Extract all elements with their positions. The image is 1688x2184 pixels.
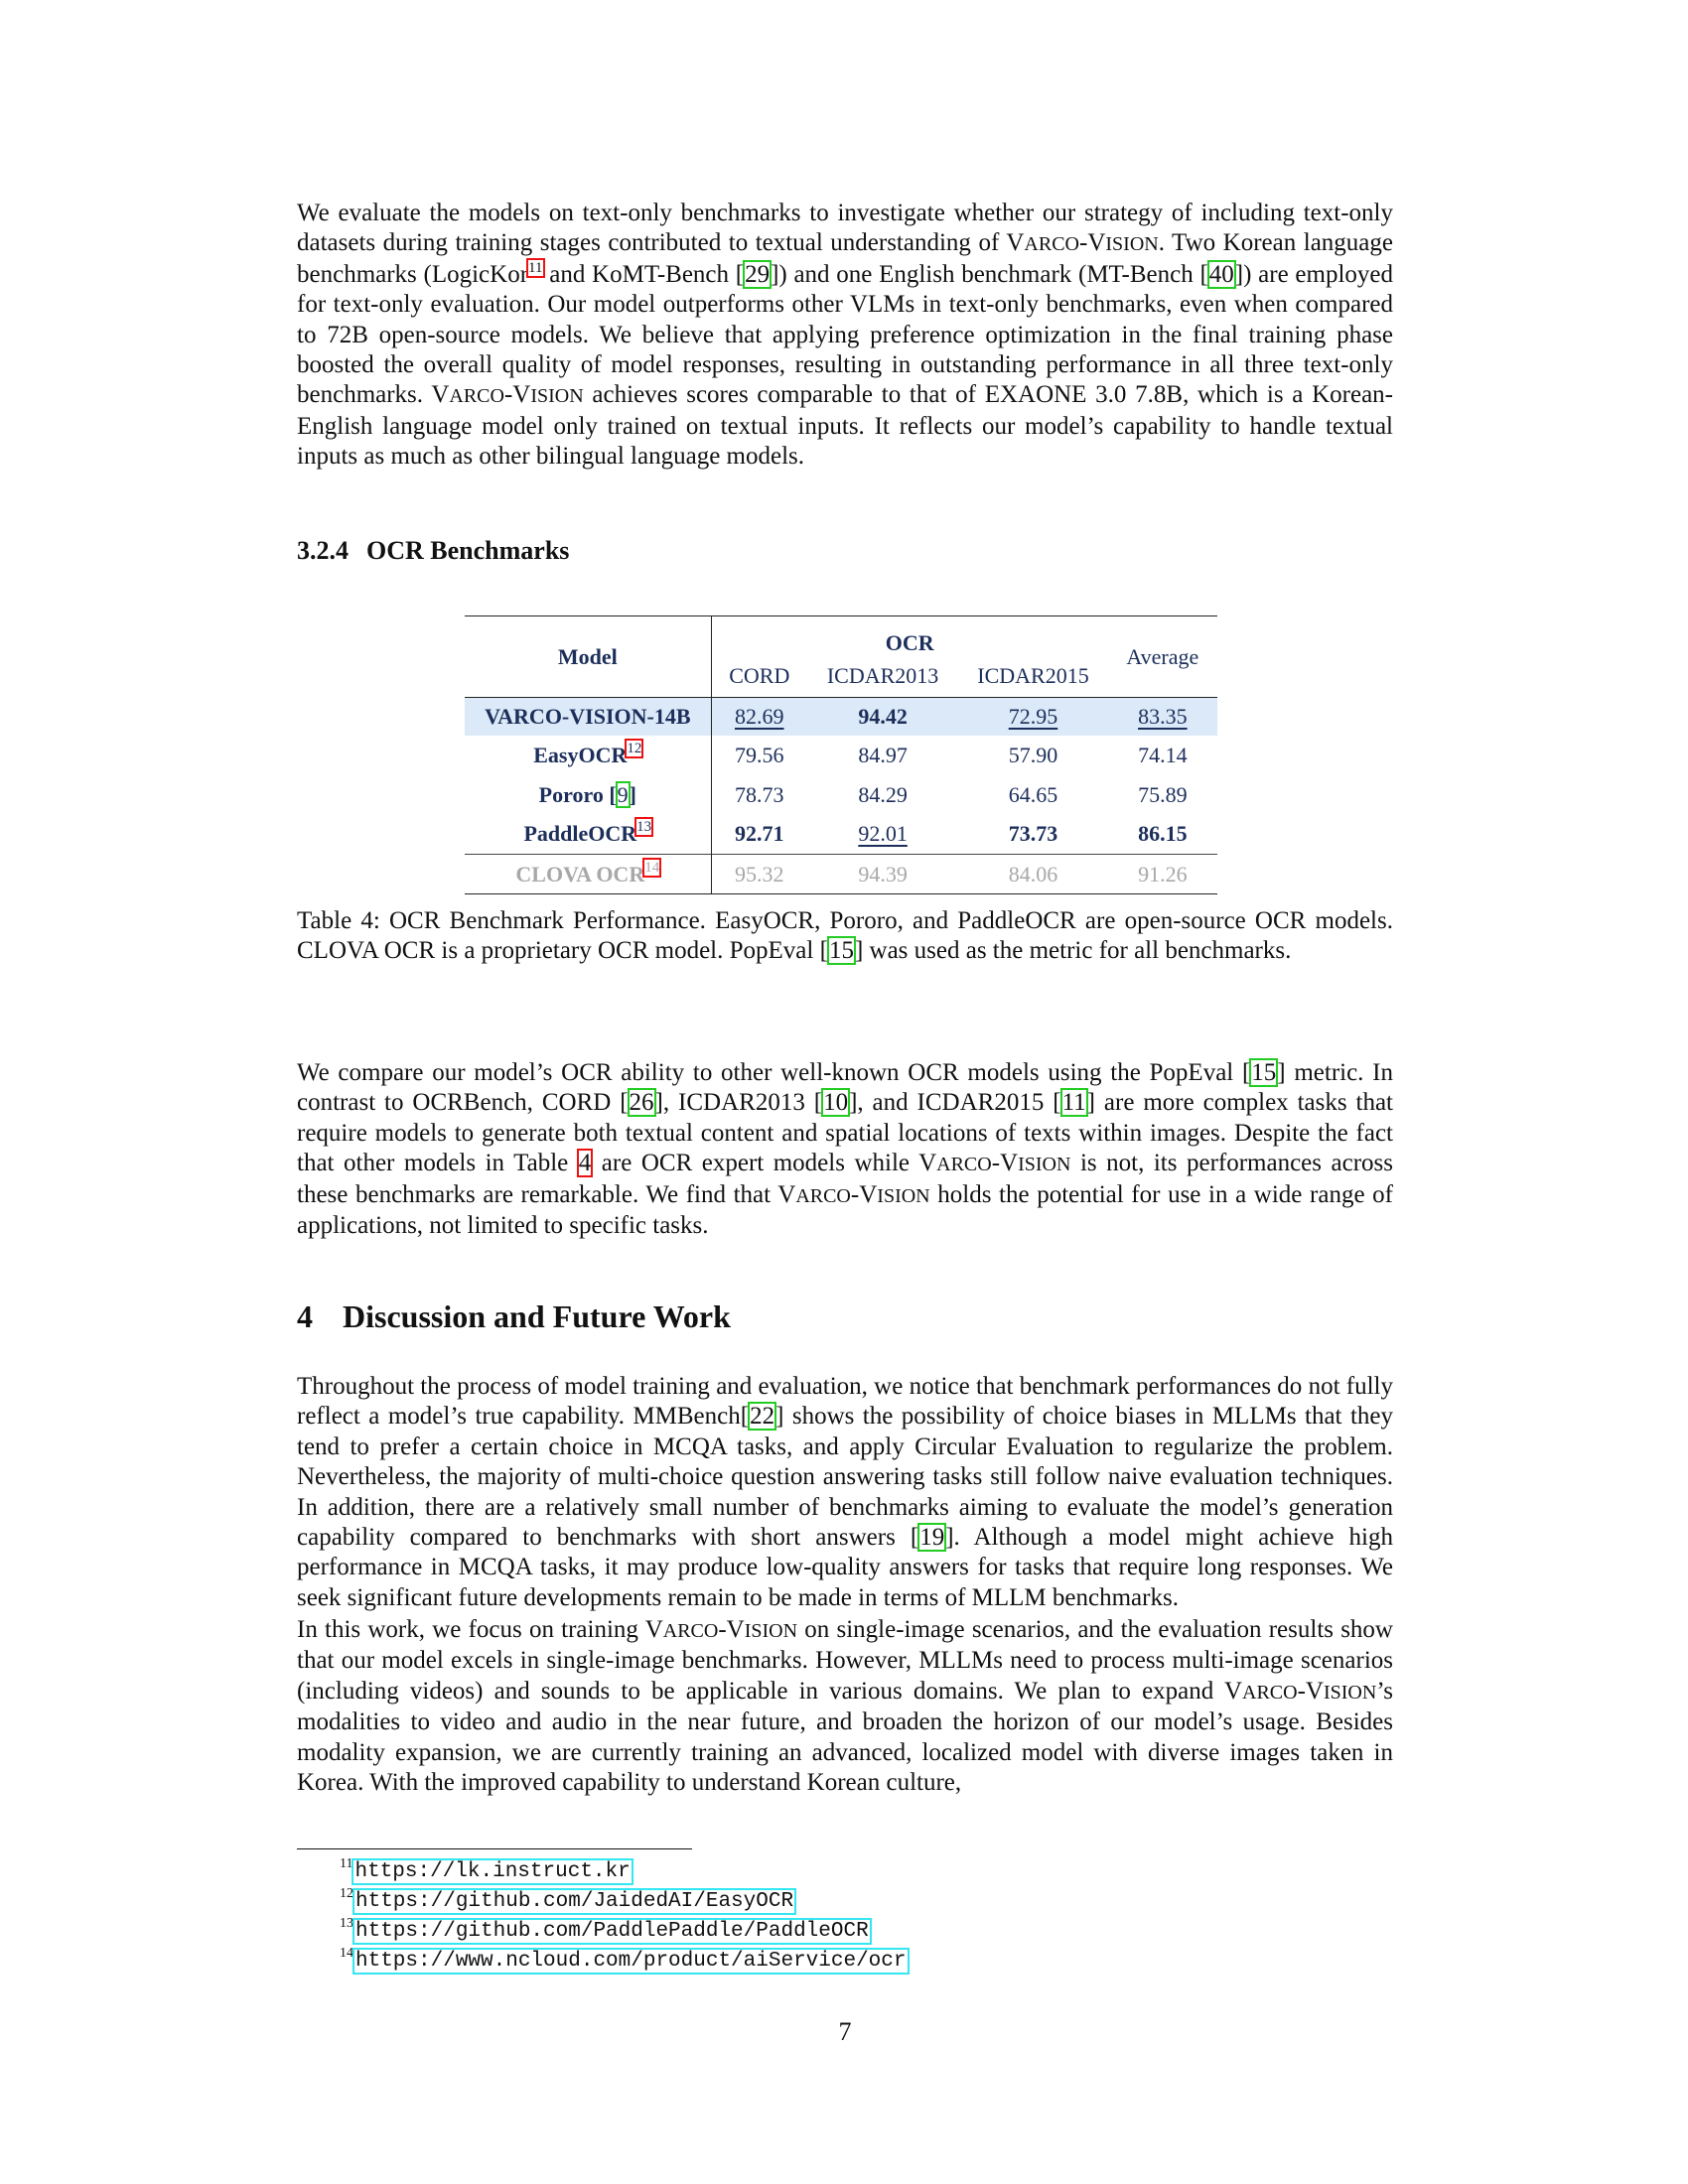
cell-icdar2015: 57.90 (1008, 742, 1058, 767)
page-number: 7 (838, 2017, 852, 2046)
cell-cord: 78.73 (735, 781, 784, 807)
table-row (465, 815, 1217, 855)
model-name: CLOVA OCR$^{14}$ (465, 855, 711, 894)
cell-cord: 82.69 (711, 698, 807, 736)
cell-cord: 92.71 (735, 821, 784, 847)
paragraph-ocr-comparison: We compare our model’s OCR ability to other well-known OCR models using the PopEval [15] metric. In contrast to OCRBench, CORD [26], ICDAR2013 [10], and ICDAR2015 [11] are more complex tasks that require models to generate both textual content and spatial locations of texts within images. Despite the fact that other models in Table 4 are OCR expert models while VARCO-VISION is not, its performances across these benchmarks are remarkable. We find that VARCO-VISION holds the potential for use in a wide range of applications, not limited to specific tasks. (297, 1059, 1393, 1240)
footnote-ref-12[interactable]: 12 (627, 740, 642, 756)
citation-29[interactable]: 29 (745, 260, 771, 288)
footnote-link[interactable]: https://www.ncloud.com/product/aiService/ocr (355, 1950, 907, 1973)
citation-40[interactable]: 40 (1208, 260, 1234, 288)
footnote-number: 11 (340, 1856, 353, 1871)
cell-average: 83.35 (1108, 698, 1217, 736)
table-row (465, 855, 1217, 894)
footnote-item (340, 1914, 908, 1944)
subsection-number: 3.2.4 (297, 536, 349, 565)
varco-vision-name: VARCO-VISION (1223, 1677, 1377, 1705)
varco-vision-name: VARCO-VISION (918, 1150, 1071, 1177)
model-name: VARCO-VISION-14B (465, 698, 711, 736)
footnote-ref-13[interactable]: 13 (636, 819, 652, 836)
footnote-divider (297, 1848, 692, 1849)
subsection-title: OCR Benchmarks (366, 536, 570, 565)
cell-icdar2013: 84.29 (858, 781, 908, 807)
footnote-item (340, 1944, 908, 1974)
footnote-number: 14 (340, 1946, 353, 1961)
cell-icdar2015: 72.95 (958, 698, 1107, 736)
col-header-icdar2013: ICDAR2013 (826, 663, 939, 689)
table-row (465, 775, 1217, 815)
citation-26[interactable]: 26 (629, 1089, 654, 1117)
varco-vision-name: VARCO-VISION (777, 1180, 930, 1208)
subsection-heading (297, 536, 569, 566)
footnote-item (340, 1884, 908, 1914)
model-name: PaddleOCR$^{13}$ (465, 815, 711, 855)
citation-19[interactable]: 19 (919, 1524, 945, 1552)
cell-icdar2013: 94.39 (807, 855, 958, 894)
footnote-ref-11[interactable]: 11 (528, 259, 543, 276)
footnote-ref-14[interactable]: 14 (644, 859, 660, 876)
cell-cord: 79.56 (735, 742, 784, 767)
footnote-item (340, 1854, 908, 1884)
cell-icdar2013: 84.97 (858, 742, 908, 767)
varco-vision-name: VARCO-VISION (431, 381, 584, 409)
paragraph-future-work: In this work, we focus on training VARCO-VISION on single-image scenarios, and the evaluation results show that our model excels in single-image benchmarks. However, MLLMs need to process multi-image scenarios (including videos) and sounds to be applicable in various domains. We plan to expand VARCO-VISION’s modalities to video and audio in the near future, and broaden the horizon of our model’s usage. Besides modality expansion, we are currently training an advanced, localized model with diverse images taken in Korea. With the improved capability to understand Korean culture, (297, 1616, 1393, 1797)
citation-10[interactable]: 10 (823, 1089, 849, 1117)
col-group-ocr: OCR (711, 616, 1108, 656)
cell-average: 91.26 (1108, 855, 1217, 894)
cell-average: 75.89 (1138, 781, 1188, 807)
citation-15[interactable]: 15 (1251, 1059, 1277, 1086)
model-name: EasyOCR$^{12}$ (465, 736, 711, 775)
section-heading (297, 1298, 731, 1335)
citation-9[interactable]: 9 (617, 781, 629, 807)
citation-11[interactable]: 11 (1061, 1089, 1086, 1117)
cell-average: 74.14 (1138, 742, 1188, 767)
table-row (465, 736, 1217, 775)
cell-icdar2013: 92.01 (858, 821, 908, 847)
table-row (465, 698, 1217, 736)
paragraph-text-only-benchmarks: We evaluate the models on text-only benchmarks to investigate whether our strategy of including text-only datasets during training stages contributed to textual understanding of VARCO-VISION. Two Korean language benchmarks (LogicKor$^{11}$ and KoMT-Bench [29]) and one English benchmark (MT-Bench [40]) are employed for text-only evaluation. Our model outperforms other VLMs in text-only benchmarks, even when compared to 72B open-source models. We believe that applying preference optimization in the final training phase boosted the overall quality of model responses, resulting in outstanding performance in all three text-only benchmarks. VARCO-VISION achieves scores comparable to that of EXAONE 3.0 7.8B, which is a Korean-English language model only trained on textual inputs. It reflects our model’s capability to handle textual inputs as much as other bilingual language models. (297, 200, 1394, 471)
cell-average: 86.15 (1138, 821, 1188, 847)
ocr-benchmark-table (465, 615, 1217, 894)
table-ref-4[interactable]: 4 (578, 1150, 592, 1177)
footnote-number: 13 (340, 1916, 353, 1931)
footnotes (340, 1854, 908, 1974)
footnote-link[interactable]: https://github.com/JaidedAI/EasyOCR (355, 1890, 794, 1913)
citation-22[interactable]: 22 (750, 1403, 775, 1431)
footnote-link[interactable]: https://lk.instruct.kr (354, 1860, 631, 1883)
col-header-icdar2015: ICDAR2015 (977, 663, 1089, 689)
col-header-cord: CORD (729, 663, 790, 689)
footnote-link[interactable]: https://github.com/PaddlePaddle/PaddleOCR (355, 1920, 869, 1943)
section-number: 4 (297, 1298, 313, 1334)
varco-vision-name: VARCO-VISION (644, 1616, 798, 1643)
table-caption: Table 4: OCR Benchmark Performance. EasyOCR, Pororo, and PaddleOCR are open-source OCR models. CLOVA OCR is a proprietary OCR model. PopEval [15] was used as the metric for all benchmarks. (297, 907, 1393, 965)
cell-icdar2015: 64.65 (1008, 781, 1058, 807)
citation-15[interactable]: 15 (828, 937, 854, 965)
col-header-average: Average (1108, 616, 1217, 698)
cell-icdar2015: 84.06 (958, 855, 1107, 894)
cell-icdar2013: 94.42 (807, 698, 958, 736)
varco-vision-name: VARCO-VISION (1006, 229, 1159, 257)
cell-cord: 95.32 (711, 855, 807, 894)
model-name: Pororo [9] (465, 775, 711, 815)
section-title: Discussion and Future Work (343, 1298, 731, 1334)
cell-icdar2015: 73.73 (1008, 821, 1058, 847)
col-header-model: Model (465, 616, 711, 698)
paragraph-discussion: Throughout the process of model training and evaluation, we notice that benchmark performances do not fully reflect a model’s true capability. MMBench[22] shows the possibility of choice biases in MLLMs that they tend to prefer a certain choice in MCQA tasks, and apply Circular Evaluation to regularize the problem. Nevertheless, the majority of multi-choice question answering tasks still follow naive evaluation techniques. In addition, there are a relatively small number of benchmarks aiming to evaluate the model’s generation capability compared to benchmarks with short answers [19]. Although a model might achieve high performance in MCQA tasks, it may produce low-quality answers for tasks that require long responses. We seek significant future developments remain to be made in terms of MLLM benchmarks. (297, 1373, 1393, 1611)
footnote-number: 12 (340, 1886, 353, 1901)
